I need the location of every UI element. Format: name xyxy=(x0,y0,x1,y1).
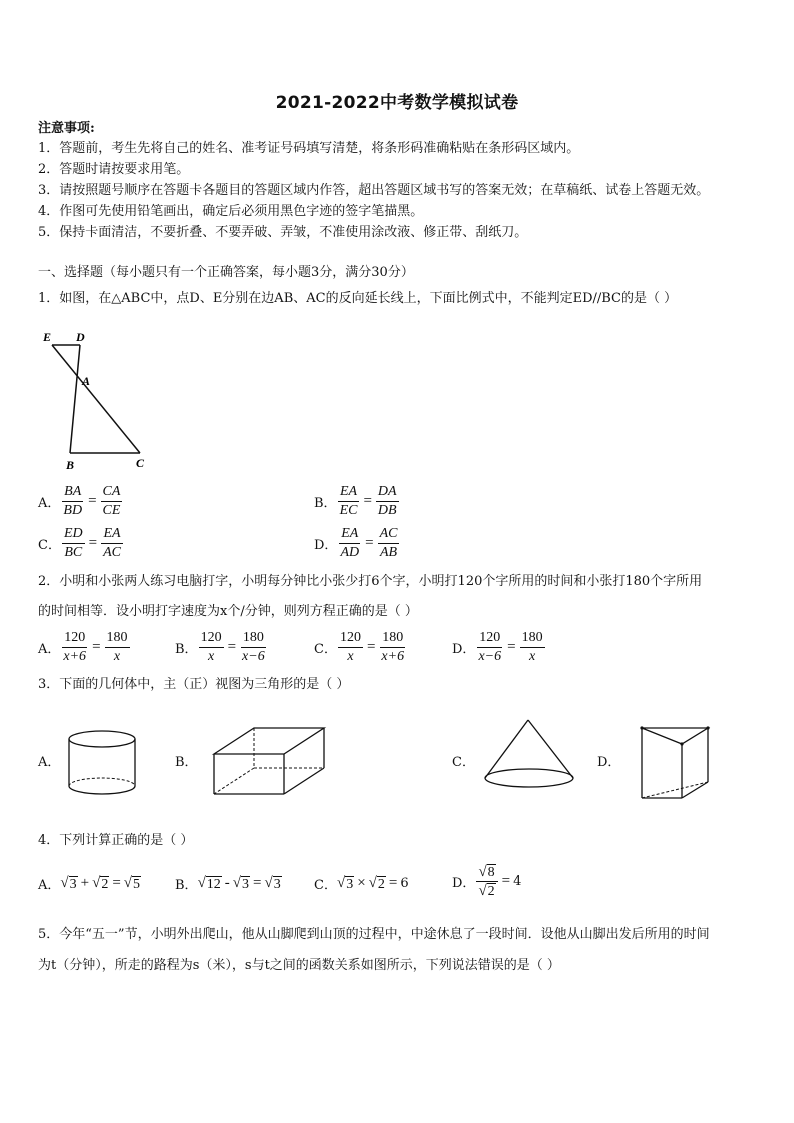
point-a-label: A xyxy=(82,374,91,388)
option-label: D． xyxy=(314,538,338,553)
section-heading: 一、选择题（每小题只有一个正确答案，每小题3分，满分30分） xyxy=(38,265,414,280)
q2-option-a[interactable]: A． $\frac{120}{x+6}$ = $\frac{180}{x}$ xyxy=(38,630,128,664)
fraction-numerator: 180 xyxy=(241,630,266,648)
radicand: 12 xyxy=(206,877,221,892)
radicand: 2 xyxy=(487,884,495,899)
fraction-denominator: EC xyxy=(339,503,358,518)
q2-option-b[interactable]: B． $\frac{120}{x}$ = $\frac{180}{x-6}$ xyxy=(175,630,265,664)
q4-option-d[interactable]: D． √ 8 √ 2 = 4 xyxy=(452,864,522,899)
option-label: A． xyxy=(38,878,61,893)
equals-sign: = xyxy=(112,875,121,891)
option-label: A． xyxy=(38,496,61,511)
fraction-numerator: ED xyxy=(62,526,85,544)
triangle-figure xyxy=(36,328,156,473)
question-4-stem: 4．下列计算正确的是（ ） xyxy=(38,833,194,848)
equals-sign: = xyxy=(253,875,262,891)
fraction-numerator: 180 xyxy=(105,630,130,648)
note-item: 5．保持卡面清洁，不要折叠、不要弄破、弄皱，不准使用涂改液、修正带、刮纸刀。 xyxy=(38,225,528,240)
q4-option-b[interactable]: B． √ 12 - √ 3 = √ 3 xyxy=(175,875,281,893)
fraction-numerator: EA xyxy=(101,526,122,544)
fraction-denominator: x xyxy=(528,649,536,664)
option-label: B． xyxy=(175,878,198,893)
question-3-stem: 3．下面的几何体中，主（正）视图为三角形的是（ ） xyxy=(38,677,350,692)
note-item: 1．答题前，考生先将自己的姓名、准考证号码填写清楚，将条形码准确粘贴在条形码区域内。 xyxy=(38,141,580,156)
triangular-prism-figure xyxy=(636,722,716,806)
radicand: 8 xyxy=(487,865,495,880)
operator: + xyxy=(80,875,90,891)
radicand: 3 xyxy=(273,877,281,892)
notes-heading: 注意事项: xyxy=(38,121,95,136)
fraction-numerator: 180 xyxy=(380,630,405,648)
fraction-denominator: AD xyxy=(340,545,360,560)
option-label: B． xyxy=(314,496,337,511)
q1-option-b[interactable]: B． $\frac{EA}{EC}$ = $\frac{DA}{DB}$ xyxy=(314,484,397,518)
fraction-numerator: 120 xyxy=(338,630,363,648)
result-value: 6 xyxy=(400,876,409,891)
point-b-label: B xyxy=(66,458,75,472)
option-label: D． xyxy=(452,642,476,657)
fraction-denominator: x−6 xyxy=(478,649,502,664)
point-c-label: C xyxy=(136,456,145,470)
fraction-denominator: x−6 xyxy=(242,649,265,664)
option-label: C． xyxy=(314,642,337,657)
fraction-numerator: AC xyxy=(378,526,400,544)
fraction-numerator: EA xyxy=(339,526,360,544)
question-2-stem-line-1: 2．小明和小张两人练习电脑打字，小明每分钟比小张少打6个字，小明打120个字所用的时间和小张打180个字所用 xyxy=(38,574,703,589)
note-item: 3．请按照题号顺序在答题卡各题目的答题区域内作答，超出答题区域书写的答案无效；在草稿纸、试卷上答题无效。 xyxy=(38,183,710,198)
option-label: B． xyxy=(175,642,198,657)
fraction-denominator: x+6 xyxy=(63,649,87,664)
question-5-stem-line-2: 为t（分钟），所走的路程为s（米），s与t之间的函数关系如图所示，下列说法错误的是（ ） xyxy=(38,958,560,973)
fraction-numerator: CA xyxy=(101,484,123,502)
result-value: 4 xyxy=(513,874,522,889)
fraction-numerator: 120 xyxy=(477,630,502,648)
option-label: C． xyxy=(38,538,61,553)
option-label: D． xyxy=(452,876,476,891)
radicand: 2 xyxy=(101,877,109,892)
cuboid-figure xyxy=(210,724,330,798)
question-1-stem: 1．如图，在△ABC中，点D、E分别在边AB、AC的反向延长线上，下面比例式中，不能判定ED//BC的是（ ） xyxy=(38,291,678,306)
point-d-label: D xyxy=(76,330,85,344)
cone-figure xyxy=(480,716,580,796)
q3-option-a-label[interactable]: A． xyxy=(38,755,61,770)
fraction-denominator: x xyxy=(113,649,121,664)
fraction-numerator: 180 xyxy=(520,630,545,648)
q3-option-d-label[interactable]: D． xyxy=(597,755,621,770)
equals-sign: = xyxy=(388,875,398,891)
q1-option-a[interactable]: A． $\frac{BA}{BD}$ = $\frac{CA}{CE}$ xyxy=(38,484,121,518)
radicand: 5 xyxy=(133,877,141,892)
fraction-denominator: BC xyxy=(64,545,83,560)
fraction-numerator: DA xyxy=(376,484,399,502)
q2-option-d[interactable]: D． $\frac{120}{x-6}$ = $\frac{180}{x}$ xyxy=(452,630,543,664)
equals-sign: = xyxy=(501,873,511,889)
note-item: 2．答题时请按要求用笔。 xyxy=(38,162,190,177)
fraction-denominator: CE xyxy=(102,503,121,518)
point-e-label: E xyxy=(43,330,52,344)
fraction-denominator: x xyxy=(207,649,215,664)
q4-option-c[interactable]: C． √ 3 × √ 2 = 6 xyxy=(314,875,409,893)
option-label: A． xyxy=(38,642,61,657)
operator: × xyxy=(357,875,366,891)
fraction-denominator: AB xyxy=(379,545,398,560)
cylinder-figure xyxy=(66,728,140,800)
operator: - xyxy=(224,875,230,891)
radicand: 3 xyxy=(346,877,354,892)
fraction-denominator: x xyxy=(347,649,354,664)
page-title: 2021-2022中考数学模拟试卷 xyxy=(275,93,519,113)
q1-option-c[interactable]: C． $\frac{ED}{BC}$ = $\frac{EA}{AC}$ xyxy=(38,526,121,560)
fraction-denominator: BD xyxy=(63,503,83,518)
note-item: 4．作图可先使用铅笔画出，确定后必须用黑色字迹的签字笔描黑。 xyxy=(38,204,424,219)
option-label: C． xyxy=(314,878,337,893)
question-5-stem-line-1: 5．今年“五一”节，小明外出爬山，他从山脚爬到山顶的过程中，中途休息了一段时间．设他从山脚出发后所用的时间 xyxy=(38,927,710,942)
fraction-denominator: DB xyxy=(377,503,397,518)
fraction-denominator: x+6 xyxy=(381,649,405,664)
fraction-numerator: 120 xyxy=(199,630,224,648)
question-2-stem-line-2: 的时间相等．设小明打字速度为x个/分钟，则列方程正确的是（ ） xyxy=(38,604,418,619)
radicand: 2 xyxy=(377,877,385,892)
fraction-numerator: EA xyxy=(338,484,359,502)
q1-option-d[interactable]: D． $\frac{EA}{AD}$ = $\frac{AC}{AB}$ xyxy=(314,526,398,560)
q3-option-c-label[interactable]: C． xyxy=(452,755,475,770)
q3-option-b-label[interactable]: B． xyxy=(175,755,198,770)
q2-option-c[interactable]: C． $\frac{120}{x}$ = $\frac{180}{x+6}$ xyxy=(314,630,405,664)
radicand: 3 xyxy=(242,877,250,892)
fraction-numerator: 120 xyxy=(62,630,87,648)
radicand: 3 xyxy=(69,877,77,892)
q4-option-a[interactable]: A． √ 3 + √ 2 = √ 5 xyxy=(38,875,141,893)
fraction-numerator: BA xyxy=(62,484,83,502)
fraction-denominator: AC xyxy=(103,545,121,560)
